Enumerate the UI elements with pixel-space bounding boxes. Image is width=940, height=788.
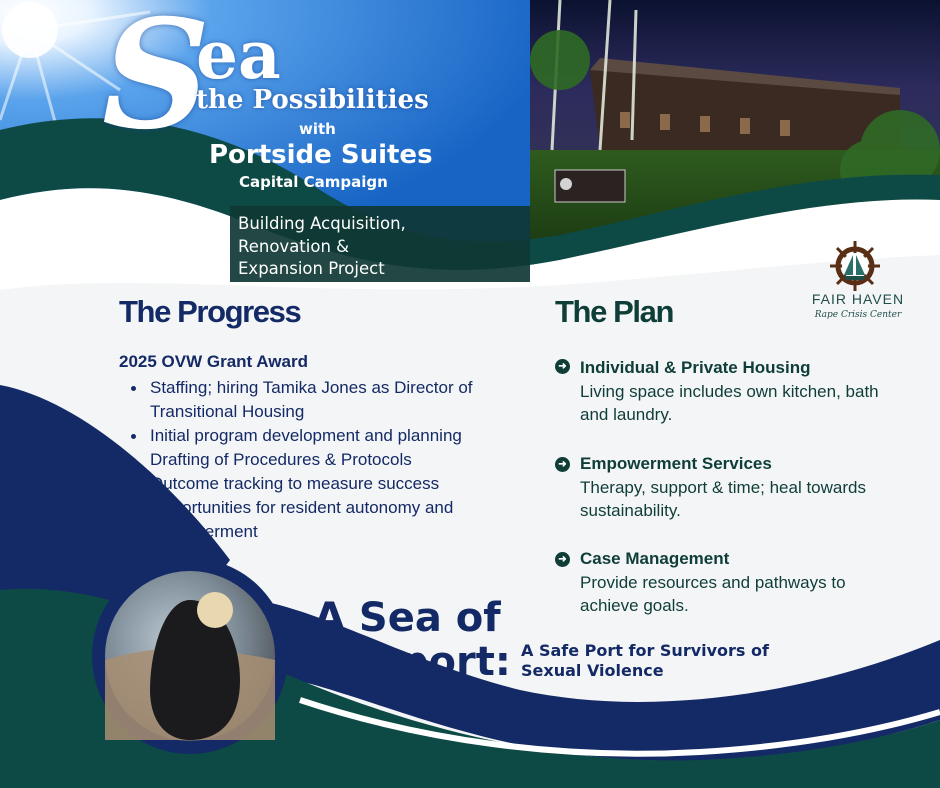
arrow-right-icon: ➜ [555, 457, 570, 472]
safe-port-tagline: A Safe Port for Survivors of Sexual Violence [521, 641, 769, 680]
plan-item [580, 356, 900, 427]
sea-of-support-line2: Support: [314, 639, 511, 685]
list-item: Staffing; hiring Tamika Jones as Director of Transitional Housing [150, 376, 540, 424]
title-with: with [299, 120, 336, 138]
progress-list [150, 376, 540, 544]
title-possibilities: the Possibilities [196, 85, 429, 115]
plan-item-title: Case Management [580, 549, 730, 568]
project-description: Building Acquisition, Renovation & Expansion Project [238, 214, 406, 278]
plan-item-title: Empowerment Services [580, 454, 772, 473]
arrow-right-icon: ➜ [555, 552, 570, 567]
logo-name: FAIR HAVEN [811, 291, 905, 307]
list-item: Opportunities for resident autonomy and empowerment [150, 496, 540, 544]
plan-heading: The Plan [555, 294, 673, 329]
plan-item [580, 452, 900, 523]
sea-of-support-title [314, 596, 511, 684]
title-portside-suites: Portside Suites [209, 140, 433, 170]
list-item: Initial program development and planning [150, 424, 540, 448]
sea-of-support-line1: A Sea of [314, 595, 501, 641]
progress-heading: The Progress [119, 294, 301, 329]
plan-item-desc: Provide resources and pathways to achieve goals. [580, 572, 846, 615]
plan-item [580, 547, 900, 618]
arrow-right-icon: ➜ [555, 359, 570, 374]
title-capital-campaign: Capital Campaign [239, 173, 388, 191]
plan-item-desc: Therapy, support & time; heal towards sustainability. [580, 477, 866, 520]
grant-title: 2025 OVW Grant Award [119, 352, 308, 371]
plan-item-title: Individual & Private Housing [580, 358, 811, 377]
plan-item-desc: Living space includes own kitchen, bath and laundry. [580, 381, 879, 424]
list-item: Drafting of Procedures & Protocols [150, 448, 540, 472]
logo-subtitle: Rape Crisis Center [814, 310, 902, 320]
list-item: Outcome tracking to measure success [150, 472, 540, 496]
title-sea-letter: S [102, 0, 211, 163]
title-sea-rest: ea [196, 16, 281, 94]
